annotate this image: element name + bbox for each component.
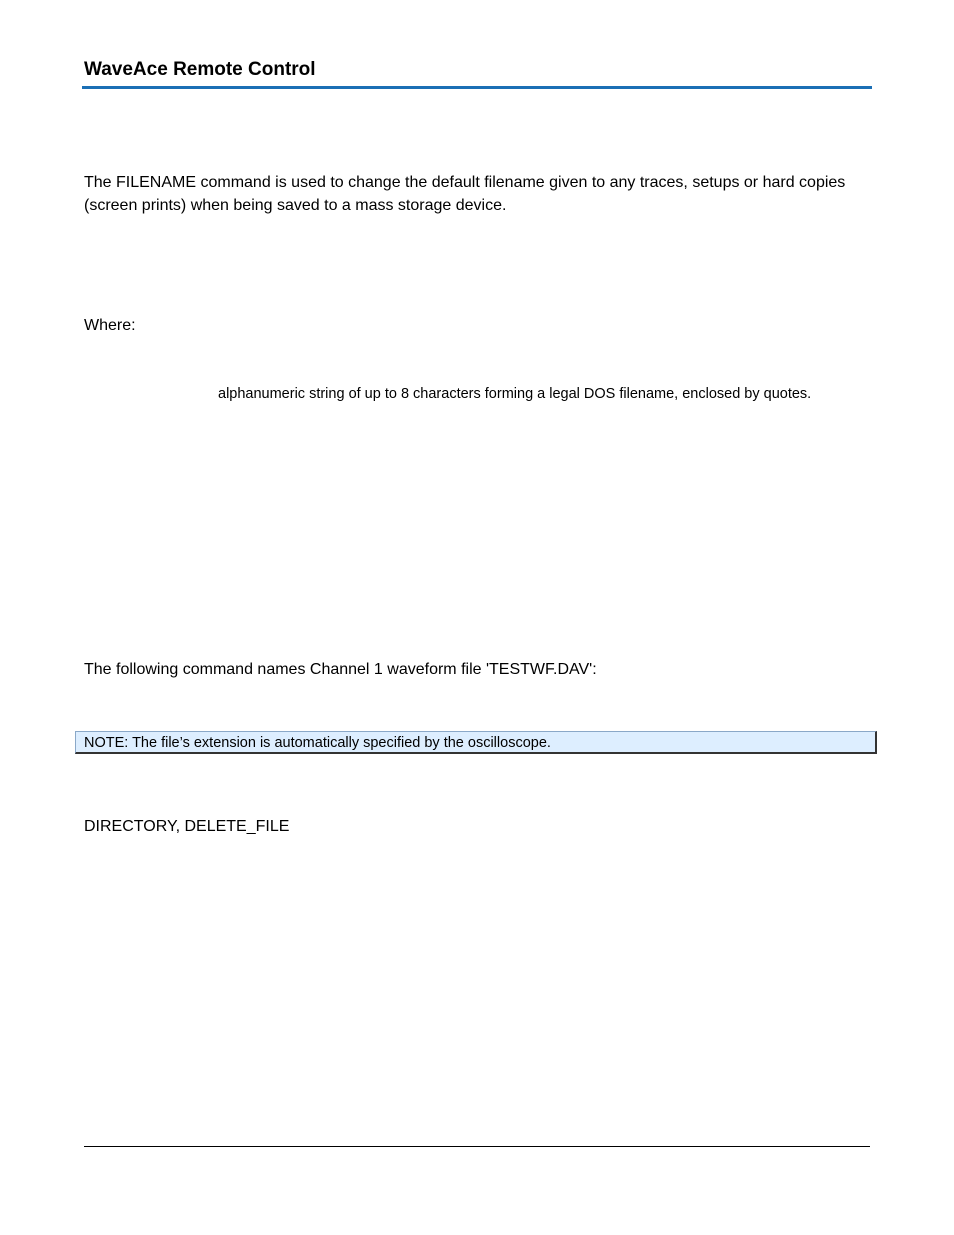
example-intro: The following command names Channel 1 waveform file 'TESTWF.DAV':: [84, 661, 597, 678]
header-divider: [82, 86, 872, 89]
note-text: NOTE: The file’s extension is automatically specified by the oscilloscope.: [84, 735, 551, 751]
parameter-description: alphanumeric string of up to 8 characters forming a legal DOS filename, enclosed by quotes.: [218, 386, 812, 402]
where-label: Where:: [84, 317, 136, 334]
note-box: [75, 731, 877, 754]
related-commands: DIRECTORY, DELETE_FILE: [84, 818, 290, 835]
page-header-title: WaveAce Remote Control: [84, 59, 316, 80]
command-description: The FILENAME command is used to change the default filename given to any traces, setups or hard copies (screen prints) when being saved to a mass storage device.: [84, 174, 846, 214]
footer-divider: [84, 1146, 870, 1147]
